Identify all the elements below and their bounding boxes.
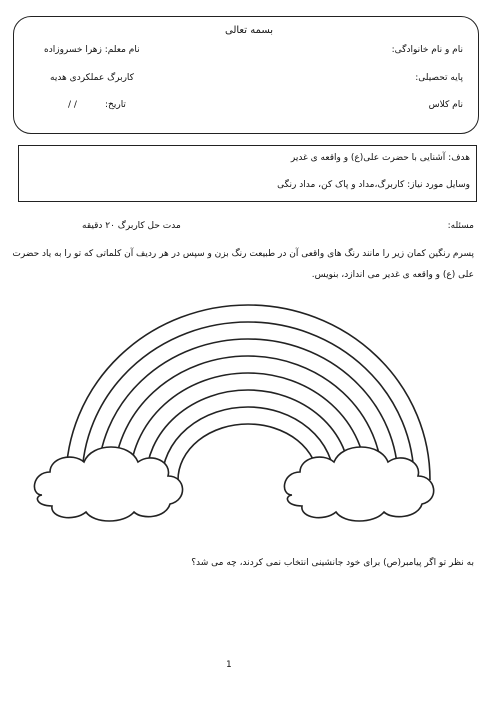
left-cloud [34, 447, 182, 521]
problem-duration: مدت حل کاربرگ ۲۰ دقیقه [82, 221, 181, 231]
page-number: 1 [226, 660, 232, 670]
rainbow-illustration [30, 300, 466, 530]
class-label: نام کلاس [428, 100, 463, 110]
date-value: / / [68, 100, 77, 110]
student-name-label: نام و نام خانوادگی: [391, 45, 463, 55]
problem-text-line-1: پسرم رنگین کمان زیر را مانند رنگ های واقعی آن در طبیعت رنگ بزن و سپس در هر ردیف آن کلماتی که تو را به یاد حضرت [12, 249, 474, 259]
date-label: تاریخ: [105, 100, 126, 110]
goal-objective: هدف: آشنایی با حضرت علی(ع) و واقعه ی غدیر [290, 153, 470, 163]
goal-materials: وسایل مورد نیاز: کاربرگ،مداد و پاک کن، مداد رنگی [277, 180, 470, 190]
basmala: بسمه تعالی [225, 25, 274, 36]
worksheet-type: کاربرگ عملکردی هدیه [50, 73, 134, 83]
right-cloud [284, 447, 433, 521]
problem-label: مسئله: [447, 221, 474, 231]
grade-label: پایه تحصیلی: [415, 73, 463, 83]
problem-text-line-2: علی (ع) و واقعه ی غدیر می اندازد، بنویس. [311, 270, 474, 280]
question-text: به نظر تو اگر پیامبر(ص) برای خود جانشینی انتخاب نمی کردند، چه می شد؟ [191, 558, 474, 568]
teacher-name: نام معلم: زهرا خسروزاده [44, 45, 140, 55]
